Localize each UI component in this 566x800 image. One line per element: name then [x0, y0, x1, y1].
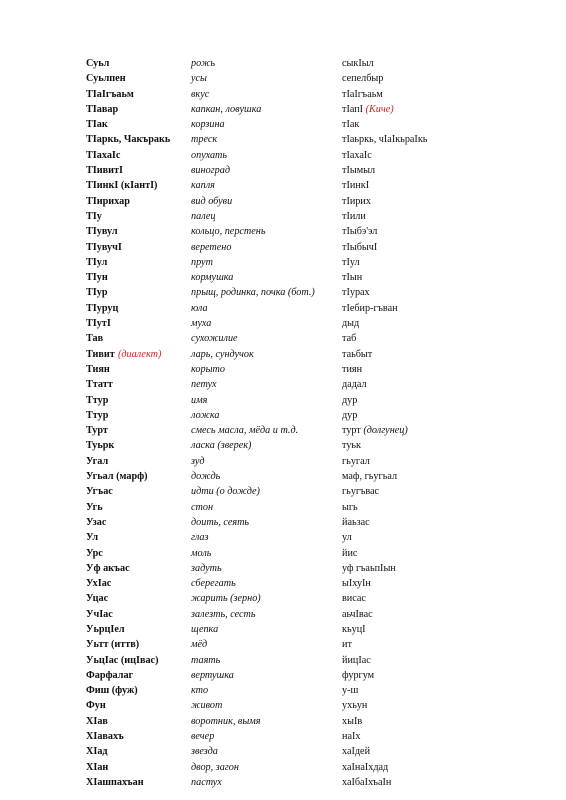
dictionary-row	[86, 194, 506, 209]
translation: глаз	[191, 532, 209, 544]
cognate	[342, 301, 398, 316]
cognate	[342, 500, 358, 515]
cognate-word: ыIхуIн	[342, 578, 371, 590]
cognate-word: дадал	[342, 379, 367, 391]
dictionary-row	[86, 729, 506, 744]
translation: дождь	[191, 471, 221, 483]
cognate	[342, 683, 358, 698]
dictionary-row	[86, 561, 506, 576]
cognate	[342, 561, 396, 576]
headword: Уф акъас	[86, 562, 130, 574]
translation: муха	[191, 318, 212, 330]
headword: ТIувул	[86, 226, 118, 238]
cognate-word: гьугъвас	[342, 486, 380, 498]
cognate-word: тIирих	[342, 195, 371, 207]
cognate	[342, 347, 372, 362]
cognate	[342, 331, 356, 346]
cognate	[342, 607, 373, 622]
dictionary-row	[86, 637, 506, 652]
cognate-word: тIахаIс	[342, 149, 372, 161]
cognate	[342, 224, 377, 239]
cognate	[342, 760, 388, 775]
dictionary-row	[86, 683, 506, 698]
dictionary-row	[86, 607, 506, 622]
cognate-word: турт	[342, 425, 361, 437]
headword: Угъас	[86, 486, 113, 498]
headword: Ттур	[86, 394, 109, 406]
cognate-word: кьуцI	[342, 623, 366, 635]
translation: щепка	[191, 623, 219, 635]
headword: Фиш (фуж)	[86, 685, 138, 697]
dictionary-row	[86, 209, 506, 224]
translation: мёд	[191, 639, 208, 651]
cognate	[342, 209, 366, 224]
headword: ТIуруц	[86, 302, 119, 314]
cognate-word: тIили	[342, 210, 366, 222]
dictionary-row	[86, 423, 506, 438]
headword: Фарфалаг	[86, 669, 134, 681]
headword: УчIас	[86, 608, 113, 620]
cognate	[342, 653, 371, 668]
dictionary-row	[86, 347, 506, 362]
cognate-word: тIымыл	[342, 165, 376, 177]
translation: задуть	[191, 562, 222, 574]
dictionary-row	[86, 132, 506, 147]
headword: ТIу	[86, 210, 102, 222]
cognate-word: сепелбыр	[342, 73, 384, 85]
headword: УьцIас (ицIвас)	[86, 654, 159, 666]
dictionary-row	[86, 255, 506, 270]
dictionary-row	[86, 408, 506, 423]
cognate	[342, 591, 366, 606]
cognate-word: уф гъаьпIын	[342, 562, 396, 574]
cognate	[342, 454, 370, 469]
cognate	[342, 515, 370, 530]
cognate	[342, 316, 359, 331]
cognate	[342, 530, 352, 545]
translation: рожь	[191, 58, 216, 69]
dictionary-row	[86, 87, 506, 102]
dictionary-row	[86, 163, 506, 178]
cognate	[342, 484, 379, 499]
headword: ТIинкI (кIантI)	[86, 180, 158, 192]
translation: кормушка	[191, 272, 234, 284]
cognate	[342, 194, 371, 209]
cognate	[342, 56, 374, 71]
headword: XIав	[86, 715, 108, 727]
translation: прыщ, родинка, почка (бот.)	[191, 287, 315, 299]
cognate-word: тIаьркь, чIаIкьраIкь	[342, 134, 428, 146]
cognate	[342, 270, 362, 285]
dictionary-row	[86, 178, 506, 193]
cognate	[342, 622, 366, 637]
headword: Суьл	[86, 58, 110, 69]
headword: Туьрк	[86, 440, 115, 452]
translation: кто	[191, 685, 209, 697]
cognate-note: (долгунец)	[363, 425, 408, 437]
headword: ТIун	[86, 272, 108, 284]
cognate-word: висас	[342, 593, 366, 605]
headword: УьрцIел	[86, 623, 125, 635]
headword-note: (диалект)	[118, 348, 162, 360]
dictionary-row	[86, 744, 506, 759]
translation: вид обуви	[191, 195, 233, 207]
dictionary-row	[86, 102, 506, 117]
cognate-word: хаIнаIхдад	[342, 761, 389, 773]
dictionary-row	[86, 377, 506, 392]
dictionary-row	[86, 285, 506, 300]
dictionary-row	[86, 362, 506, 377]
cognate-word: тIак	[342, 119, 360, 131]
cognate	[342, 423, 408, 438]
translation: вертушка	[191, 669, 234, 681]
cognate-word: у-ш	[342, 685, 359, 697]
cognate-word: ит	[342, 639, 352, 651]
translation: прут	[191, 256, 213, 268]
translation: зуд	[191, 455, 205, 467]
translation: капкан, ловушка	[191, 103, 262, 115]
headword: Уцас	[86, 593, 109, 605]
cognate-word: хаIбаIхъаIн	[342, 776, 392, 788]
cognate	[342, 469, 397, 484]
translation: треск	[191, 134, 218, 146]
headword: ТIивитI	[86, 165, 123, 177]
cognate	[342, 668, 374, 683]
dictionary-row	[86, 469, 506, 484]
cognate	[342, 178, 369, 193]
cognate	[342, 744, 370, 759]
translation: ларь, сундучок	[191, 348, 254, 360]
translation: ложка	[191, 409, 220, 421]
headword: Фун	[86, 700, 106, 712]
cognate-word: гьугал	[342, 455, 370, 467]
translation: сухожилие	[191, 333, 238, 345]
cognate-word: тIапI	[342, 103, 364, 115]
cognate	[342, 285, 370, 300]
cognate-word: дыд	[342, 318, 360, 330]
cognate	[342, 714, 362, 729]
cognate-word: тIебир-гъван	[342, 302, 398, 314]
headword: ТIул	[86, 256, 108, 268]
cognate-word: таьбыт	[342, 348, 373, 360]
cognate-word: тIыбычI	[342, 241, 378, 253]
headword: XIад	[86, 746, 108, 758]
headword: ТIаркь, Чакъракь	[86, 134, 171, 146]
cognate	[342, 698, 367, 713]
headword: ТIувучI	[86, 241, 122, 253]
cognate	[342, 637, 352, 652]
cognate-word: хаIдей	[342, 746, 371, 758]
translation: звезда	[191, 746, 218, 758]
translation: капля	[191, 180, 215, 192]
cognate	[342, 148, 372, 163]
translation: стон	[191, 501, 214, 513]
translation: вкус	[191, 88, 210, 100]
cognate-word: ыгь	[342, 501, 358, 513]
headword: XIан	[86, 761, 109, 773]
cognate-word: дур	[342, 394, 358, 406]
translation: ласка (зверек)	[191, 440, 252, 452]
headword: Тиян	[86, 363, 110, 375]
dictionary-row	[86, 56, 506, 71]
headword: Тивит	[86, 348, 115, 360]
dictionary-row	[86, 515, 506, 530]
translation: таять	[191, 654, 221, 666]
dictionary-row	[86, 500, 506, 515]
cognate-word: тIыбэ'эл	[342, 226, 378, 238]
translation: живот	[191, 700, 223, 712]
headword: ТIавар	[86, 103, 119, 115]
dictionary-row	[86, 653, 506, 668]
headword: Узас	[86, 516, 107, 528]
translation: пастух	[191, 776, 222, 788]
dictionary-row	[86, 240, 506, 255]
translation: моль	[191, 547, 212, 559]
cognate	[342, 729, 360, 744]
cognate-word: йаьзас	[342, 516, 370, 528]
dictionary-row	[86, 546, 506, 561]
headword: ТIахаIс	[86, 149, 121, 161]
headword: Суьлпен	[86, 73, 126, 85]
cognate	[342, 408, 357, 423]
cognate-note: (Киче)	[365, 103, 394, 115]
cognate-word: фургум	[342, 669, 375, 681]
dictionary-table	[86, 56, 506, 790]
headword: Угал	[86, 455, 109, 467]
translation: вечер	[191, 731, 215, 743]
cognate	[342, 102, 394, 117]
cognate	[342, 255, 360, 270]
dictionary-row	[86, 714, 506, 729]
cognate-word: наIх	[342, 731, 361, 743]
translation: корзина	[191, 119, 225, 131]
cognate	[342, 71, 383, 86]
dictionary-row	[86, 698, 506, 713]
cognate	[342, 576, 371, 591]
dictionary-row	[86, 148, 506, 163]
translation: смесь масла, мёда и т.д.	[191, 425, 299, 437]
cognate	[342, 117, 359, 132]
dictionary-row	[86, 454, 506, 469]
dictionary-row	[86, 760, 506, 775]
dictionary-row	[86, 775, 506, 790]
dictionary-row	[86, 393, 506, 408]
headword: ТIутI	[86, 318, 111, 330]
headword: Урс	[86, 547, 103, 559]
cognate-word: дур	[342, 409, 358, 421]
dictionary-row	[86, 576, 506, 591]
dictionary-row	[86, 270, 506, 285]
cognate	[342, 132, 427, 147]
cognate-word: тIаIгъаьм	[342, 88, 383, 100]
translation: петух	[191, 379, 217, 391]
translation: доить, сеять	[191, 516, 250, 528]
cognate-word: ухьун	[342, 700, 368, 712]
cognate-word: сыкIыл	[342, 58, 374, 69]
dictionary-row	[86, 71, 506, 86]
translation: залезть, сесть	[191, 608, 256, 620]
headword: Уьтт (иттв)	[86, 639, 140, 651]
headword: Турт	[86, 425, 108, 437]
headword: Ттур	[86, 409, 109, 421]
headword: ТIур	[86, 287, 108, 299]
headword: Ттатт	[86, 379, 113, 391]
dictionary-row	[86, 591, 506, 606]
headword: Ул	[86, 532, 99, 544]
translation: виноград	[191, 165, 230, 177]
translation: имя	[191, 394, 208, 406]
headword: Угь	[86, 501, 103, 513]
translation: усы	[191, 73, 207, 85]
translation: жарить (зерно)	[191, 593, 261, 605]
translation: веретено	[191, 241, 232, 253]
dictionary-row	[86, 438, 506, 453]
dictionary-row	[86, 117, 506, 132]
cognate-word: тIул	[342, 256, 360, 268]
dictionary-row	[86, 668, 506, 683]
cognate	[342, 87, 383, 102]
cognate	[342, 362, 362, 377]
cognate	[342, 546, 357, 561]
translation: сберегать	[191, 578, 236, 590]
cognate-word: маф, гьугьал	[342, 471, 398, 483]
dictionary-row	[86, 484, 506, 499]
cognate-word: йис	[342, 547, 358, 559]
cognate-word: таб	[342, 333, 357, 345]
cognate-word: тIын	[342, 272, 363, 284]
dictionary-row	[86, 301, 506, 316]
dictionary-row	[86, 622, 506, 637]
headword: УхIас	[86, 578, 112, 590]
cognate-word: тIурах	[342, 287, 370, 299]
translation: опухать	[191, 149, 228, 161]
dictionary-row	[86, 331, 506, 346]
headword: XIашпахъан	[86, 776, 144, 788]
cognate-word: туьк	[342, 440, 362, 452]
translation: палец	[191, 210, 216, 222]
headword: ТIаIгъаьм	[86, 88, 134, 100]
translation: двор, загон	[191, 761, 239, 773]
cognate-word: ул	[342, 532, 352, 544]
dictionary-row	[86, 224, 506, 239]
cognate-word: тиян	[342, 363, 363, 375]
headword: ТIак	[86, 119, 108, 131]
cognate-word: тIинкI	[342, 180, 370, 192]
dictionary-row	[86, 530, 506, 545]
cognate	[342, 240, 377, 255]
cognate	[342, 438, 361, 453]
cognate-word: йицIас	[342, 654, 371, 666]
translation: юла	[191, 302, 208, 314]
translation: корыто	[191, 363, 225, 375]
headword: ТIирихар	[86, 195, 130, 207]
headword: Тав	[86, 333, 104, 345]
translation: воротник, вымя	[191, 715, 261, 727]
headword: Угьал (марф)	[86, 471, 148, 483]
cognate	[342, 377, 367, 392]
headword: XIавахъ	[86, 731, 124, 743]
cognate	[342, 163, 375, 178]
cognate-word: хыIв	[342, 715, 363, 727]
cognate	[342, 393, 357, 408]
cognate-word: аьчIвас	[342, 608, 373, 620]
dictionary-row	[86, 316, 506, 331]
translation: кольцо, перстень	[191, 226, 266, 238]
cognate	[342, 775, 391, 790]
translation: идти (о дожде)	[191, 486, 260, 498]
